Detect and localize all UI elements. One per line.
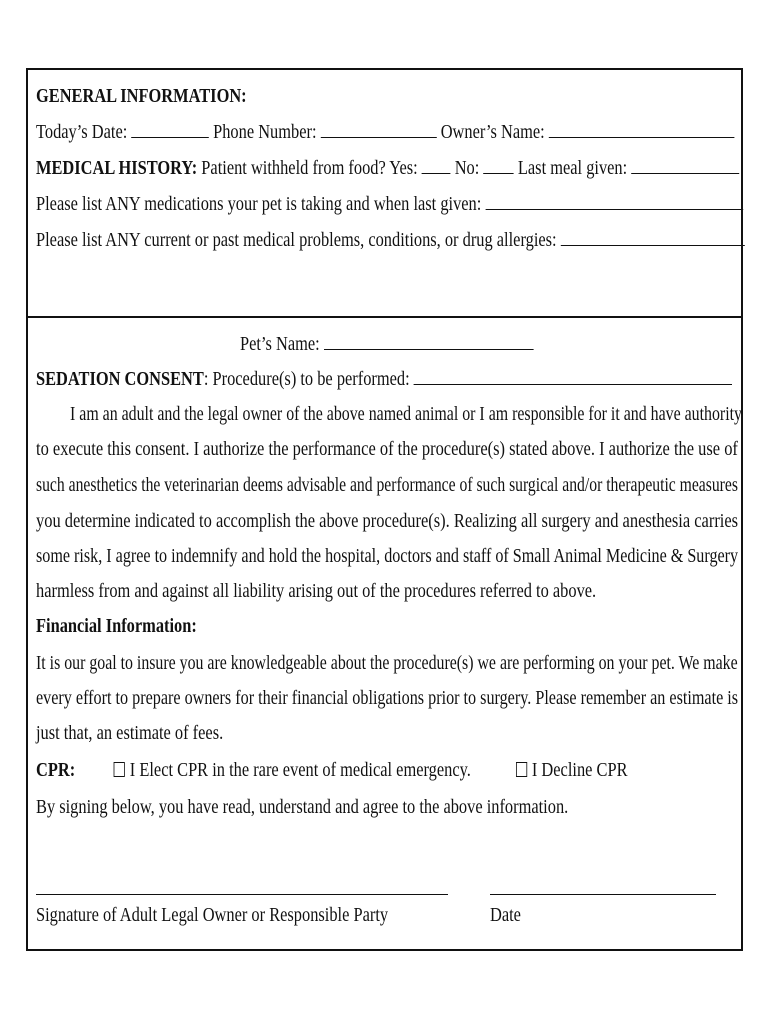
yes-label: Yes: (389, 157, 418, 179)
no-label: No: (454, 157, 480, 179)
consent-line-2: to execute this consent. I authorize the performance of the procedure(s) stated above. I authorize the use of (36, 438, 738, 460)
phone-number-field[interactable] (321, 119, 437, 138)
pets-name-field[interactable] (324, 331, 534, 350)
elect-cpr-label: I Elect CPR in the rare event of medical emergency. (129, 759, 471, 781)
financial-info-heading-row (36, 614, 597, 638)
medications-prompt: Please list ANY medications your pet is taking and when last given: (36, 193, 482, 215)
date-signature-line[interactable] (490, 893, 716, 895)
agreement-row (36, 795, 597, 819)
medications-field[interactable] (485, 191, 743, 210)
financial-line-2: every effort to prepare owners for their financial obligations prior to surgery. Please remember an estimate is (36, 687, 739, 709)
last-meal-label: Last meal given: (517, 157, 628, 179)
elect-cpr-checkbox[interactable] (114, 762, 125, 777)
medical-problems-row (36, 227, 597, 252)
medical-problems-prompt: Please list ANY current or past medical problems, conditions, or drug allergies: (36, 229, 557, 251)
general-info-heading-row (36, 84, 597, 108)
sedation-consent-heading: SEDATION CONSENT (36, 368, 204, 390)
consent-section (26, 316, 743, 951)
financial-info-heading: Financial Information: (36, 615, 197, 637)
medical-problems-field[interactable] (561, 227, 745, 246)
consent-line-3: such anesthetics the veterinarian deems advisable and performance of such surgical and/or therapeutic measures (36, 474, 738, 496)
yes-field[interactable] (422, 155, 451, 174)
owners-name-label: Owner’s Name: (440, 121, 545, 143)
general-information-section (26, 68, 743, 318)
pet-name-row (240, 331, 638, 356)
consent-line-6: harmless from and against all liability arising out of the procedures referred to above. (36, 580, 597, 602)
sedation-consent-row (36, 366, 597, 391)
date-label: Date (490, 904, 521, 926)
consent-line-1: I am an adult and the legal owner of the above named animal or I am responsible for it and have authority (70, 403, 742, 425)
decline-cpr-checkbox[interactable] (516, 762, 527, 777)
owner-signature-line[interactable] (36, 893, 448, 895)
cpr-row (36, 758, 628, 782)
medical-history-heading: MEDICAL HISTORY: (36, 157, 198, 179)
medications-row (36, 191, 597, 216)
pets-name-label: Pet’s Name: (240, 333, 320, 355)
decline-cpr-label: I Decline CPR (531, 759, 628, 781)
financial-line-3: just that, an estimate of fees. (36, 722, 224, 744)
general-info-fields-row (36, 119, 597, 144)
cpr-heading: CPR: (36, 759, 76, 781)
medical-history-row (36, 155, 628, 180)
consent-line-4: you determine indicated to accomplish the above procedure(s). Realizing all surgery and anesthesia carries (36, 510, 739, 532)
date-caption-row (490, 903, 688, 927)
todays-date-field[interactable] (131, 119, 209, 138)
agreement-text: By signing below, you have read, understand and agree to the above information. (36, 796, 569, 818)
phone-number-label: Phone Number: (213, 121, 317, 143)
todays-date-label: Today’s Date: (36, 121, 128, 143)
procedure-label: : Procedure(s) to be performed: (203, 368, 410, 390)
owner-signature-label: Signature of Adult Legal Owner or Responsible Party (36, 904, 389, 926)
procedure-field[interactable] (414, 366, 732, 385)
financial-line-1: It is our goal to insure you are knowledgeable about the procedure(s) we are performing on your pet. We make (36, 652, 738, 674)
consent-line-5: some risk, I agree to indemnify and hold the hospital, doctors and staff of Small Animal Medicine & Surgery (36, 545, 739, 567)
food-withheld-question: Patient withheld from food? (201, 157, 386, 179)
owners-name-field[interactable] (549, 119, 735, 138)
no-field[interactable] (483, 155, 513, 174)
general-info-heading: GENERAL INFORMATION: (36, 85, 247, 107)
last-meal-field[interactable] (631, 155, 739, 174)
